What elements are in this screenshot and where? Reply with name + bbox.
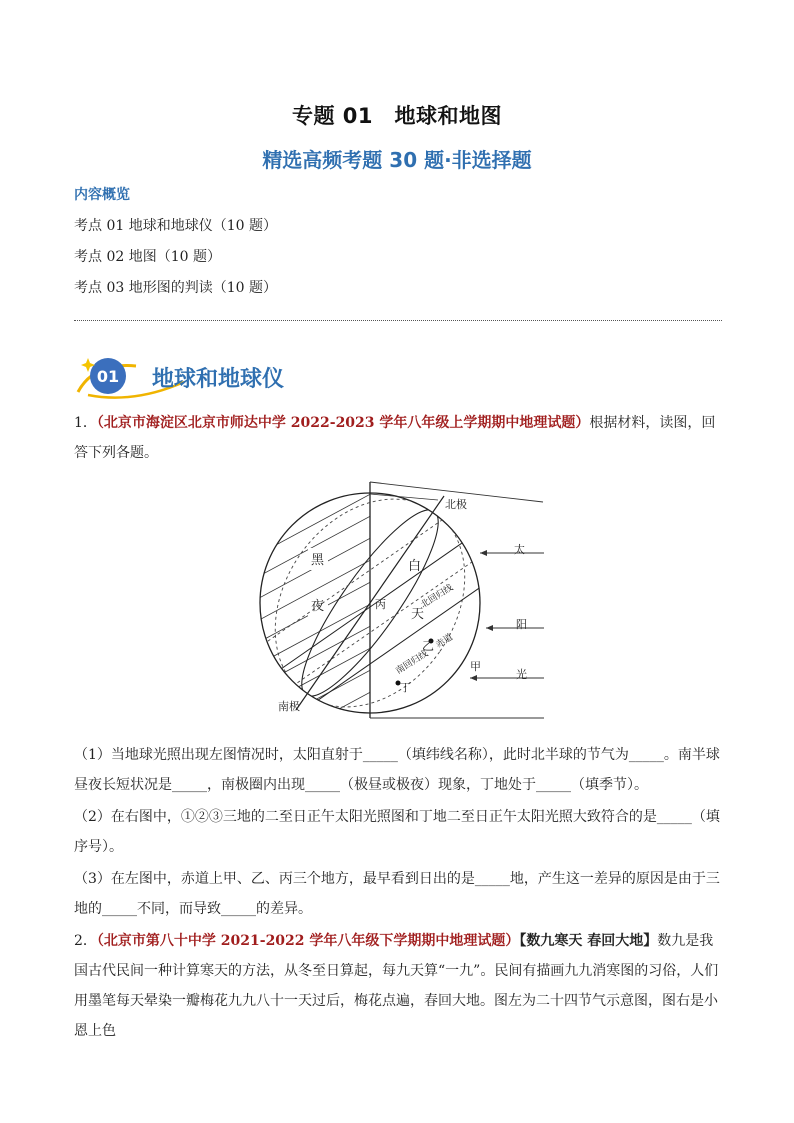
dotted-divider (74, 320, 722, 321)
page-subtitle: 精选高频考题 30 题·非选择题 (262, 148, 532, 172)
question-1-part-3: （3）在左图中，赤道上甲、乙、丙三个地方，最早看到日出的是_____地，产生这一差异的原因是由于三地的_____不同，而导致_____的差异。 (74, 871, 720, 917)
question-1-part-2: （2）在右图中，①②③三地的二至日正午太阳光照图和丁地二至日正午太阳光照大致符合的是_____（填序号）。 (74, 809, 720, 855)
earth-illumination-figure (248, 478, 548, 723)
label-yi: 乙 (422, 639, 435, 653)
question-2-stem (74, 926, 722, 1046)
label-tropic-north: 北回归线 (419, 582, 456, 611)
label-north-pole: 北极 (445, 498, 467, 511)
label-tropic-south: 南回归线 (394, 648, 431, 677)
section-title: 地球和地球仪 (152, 367, 285, 392)
section-number: 01 (96, 367, 120, 386)
question-1-stem (74, 408, 722, 468)
label-bing: 丙 (375, 598, 386, 611)
label-night-1: 黑 (311, 553, 325, 568)
question-1-part-1: （1）当地球光照出现左图情况时，太阳直射于_____（填纬线名称），此时北半球的节气为_____。南半球昼夜长短状况是_____，南极圈内出现_____（极昼或极夜）现象，丁地处于_____（填季节）。 (74, 747, 720, 793)
overview-heading: 内容概览 (74, 187, 130, 203)
question-2-source: （北京市第八十中学 2021-2022 学年八年级下学期期中地理试题） (96, 933, 520, 949)
overview-item-3: 考点 03 地形图的判读（10 题） (74, 280, 277, 296)
question-2-number: 2． (74, 933, 97, 949)
label-jia: 甲 (470, 660, 481, 673)
label-sun-2: 阳 (516, 618, 527, 631)
label-night-2: 夜 (311, 599, 325, 614)
label-day-2: 天 (411, 607, 425, 622)
label-sun-3: 光 (516, 668, 527, 681)
label-ding: 丁 (400, 681, 411, 694)
label-south-pole: 南极 (278, 700, 300, 713)
label-equator: 赤道 (434, 632, 455, 651)
question-1-number: 1． (74, 415, 97, 431)
question-1-intro: 根据材料，读图，回答下列各题。 (74, 415, 716, 461)
label-sun-1: 太 (514, 543, 525, 556)
overview-item-2: 考点 02 地图（10 题） (74, 249, 221, 265)
page-title: 专题 01 地球和地图 (291, 104, 503, 128)
question-1-source: （北京市海淀区北京市师达中学 2022-2023 学年八年级上学期期中地理试题） (96, 415, 590, 431)
question-2-tag: 【数九寒天 春回大地】 (519, 933, 658, 949)
overview-item-1: 考点 01 地球和地球仪（10 题） (74, 218, 277, 234)
question-2-text: 数九是我国古代民间一种计算寒天的方法，从冬至日算起，每九天算“一九”。民间有描画九九消寒图的习俗，人们用墨笔每天晕染一瓣梅花九九八十一天过后，梅花点遍，春回大地。图左为二十四节气示意图，图右是小恩上色 (74, 933, 719, 1039)
label-day-1: 白 (408, 559, 422, 574)
